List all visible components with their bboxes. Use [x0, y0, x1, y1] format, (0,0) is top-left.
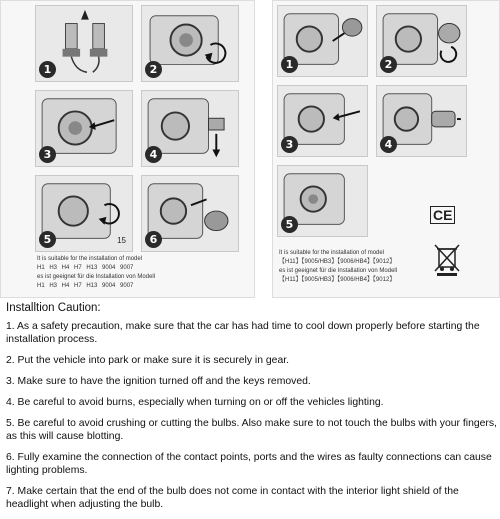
caution-item: 4. Be careful to avoid burns, especially when turning on or off the vehicles lighting.	[6, 397, 384, 408]
installation-caution	[4, 298, 500, 519]
weee-bin-icon	[433, 243, 461, 277]
suitable-de-text: es ist geeignet für die Installation von Modell	[37, 274, 156, 280]
left-step-4-illustration	[141, 90, 239, 167]
models-de-list: 【H11】【9005/HB3】【9006/HB4】【9012】	[279, 277, 396, 283]
step-number-badge: 1	[281, 56, 298, 73]
right-step-4-illustration	[376, 85, 467, 157]
ce-mark-text: CE	[430, 206, 455, 224]
right-instruction-sheet	[272, 0, 500, 298]
left-instruction-sheet	[0, 0, 255, 298]
left-model-compatibility	[37, 255, 155, 291]
rotation-degree-label: 15	[117, 236, 126, 245]
right-step-5-illustration	[277, 165, 368, 237]
caution-title: Installtion Caution:	[6, 302, 101, 314]
suitable-de-text: es ist geeignet für die Installation von Modell	[279, 268, 398, 274]
models-de-list: H1 H3 H4 H7 H13 9004 9007	[37, 283, 134, 289]
suitable-en-text: It is suitable for the installation of model	[37, 256, 143, 262]
right-model-compatibility	[279, 249, 397, 285]
right-step-1-illustration	[277, 5, 368, 77]
step-number-badge: 5	[39, 231, 56, 248]
left-step-1-illustration	[35, 5, 133, 82]
left-step-6-illustration	[141, 175, 239, 252]
step-number-badge: 4	[380, 136, 397, 153]
caution-item: 5. Be careful to avoid crushing or cutting the bulbs. Also make sure to not touch the bulbs with your fingers, as this will cause blotting.	[6, 418, 497, 442]
caution-item: 3. Make sure to have the ignition turned off and the keys removed.	[6, 376, 311, 387]
right-step-grid	[277, 5, 467, 237]
step-number-badge: 1	[39, 61, 56, 78]
step-number-badge: 5	[281, 216, 298, 233]
models-en-list: 【H11】【9005/HB3】【9006/HB4】【9012】	[279, 259, 396, 265]
step-number-badge: 6	[145, 231, 162, 248]
left-step-3-illustration	[35, 90, 133, 167]
caution-item: 7. Make certain that the end of the bulb does not come in contact with the interior light shield of the headlight when adjusting the bulb.	[6, 486, 459, 510]
left-step-grid	[35, 5, 239, 252]
left-step-2-illustration	[141, 5, 239, 82]
step-number-badge: 4	[145, 146, 162, 163]
caution-item: 6. Fully examine the connection of the contact points, ports and the wires as faulty connections can cause lighting problems.	[6, 452, 492, 476]
caution-item: 1. As a safety precaution, make sure that the car has had time to cool down properly before starting the installation process.	[6, 321, 480, 345]
left-step-5-illustration	[35, 175, 133, 252]
step-number-badge: 2	[145, 61, 162, 78]
step-number-badge: 3	[281, 136, 298, 153]
ce-mark	[428, 206, 455, 224]
right-step-3-illustration	[277, 85, 368, 157]
suitable-en-text: It is suitable for the installation of model	[279, 250, 385, 256]
step-number-badge: 3	[39, 146, 56, 163]
caution-list	[4, 320, 500, 511]
right-step-2-illustration	[376, 5, 467, 77]
models-en-list: H1 H3 H4 H7 H13 9004 9007	[37, 265, 134, 271]
caution-item: 2. Put the vehicle into park or make sure it is securely in gear.	[6, 355, 289, 366]
step-number-badge: 2	[380, 56, 397, 73]
